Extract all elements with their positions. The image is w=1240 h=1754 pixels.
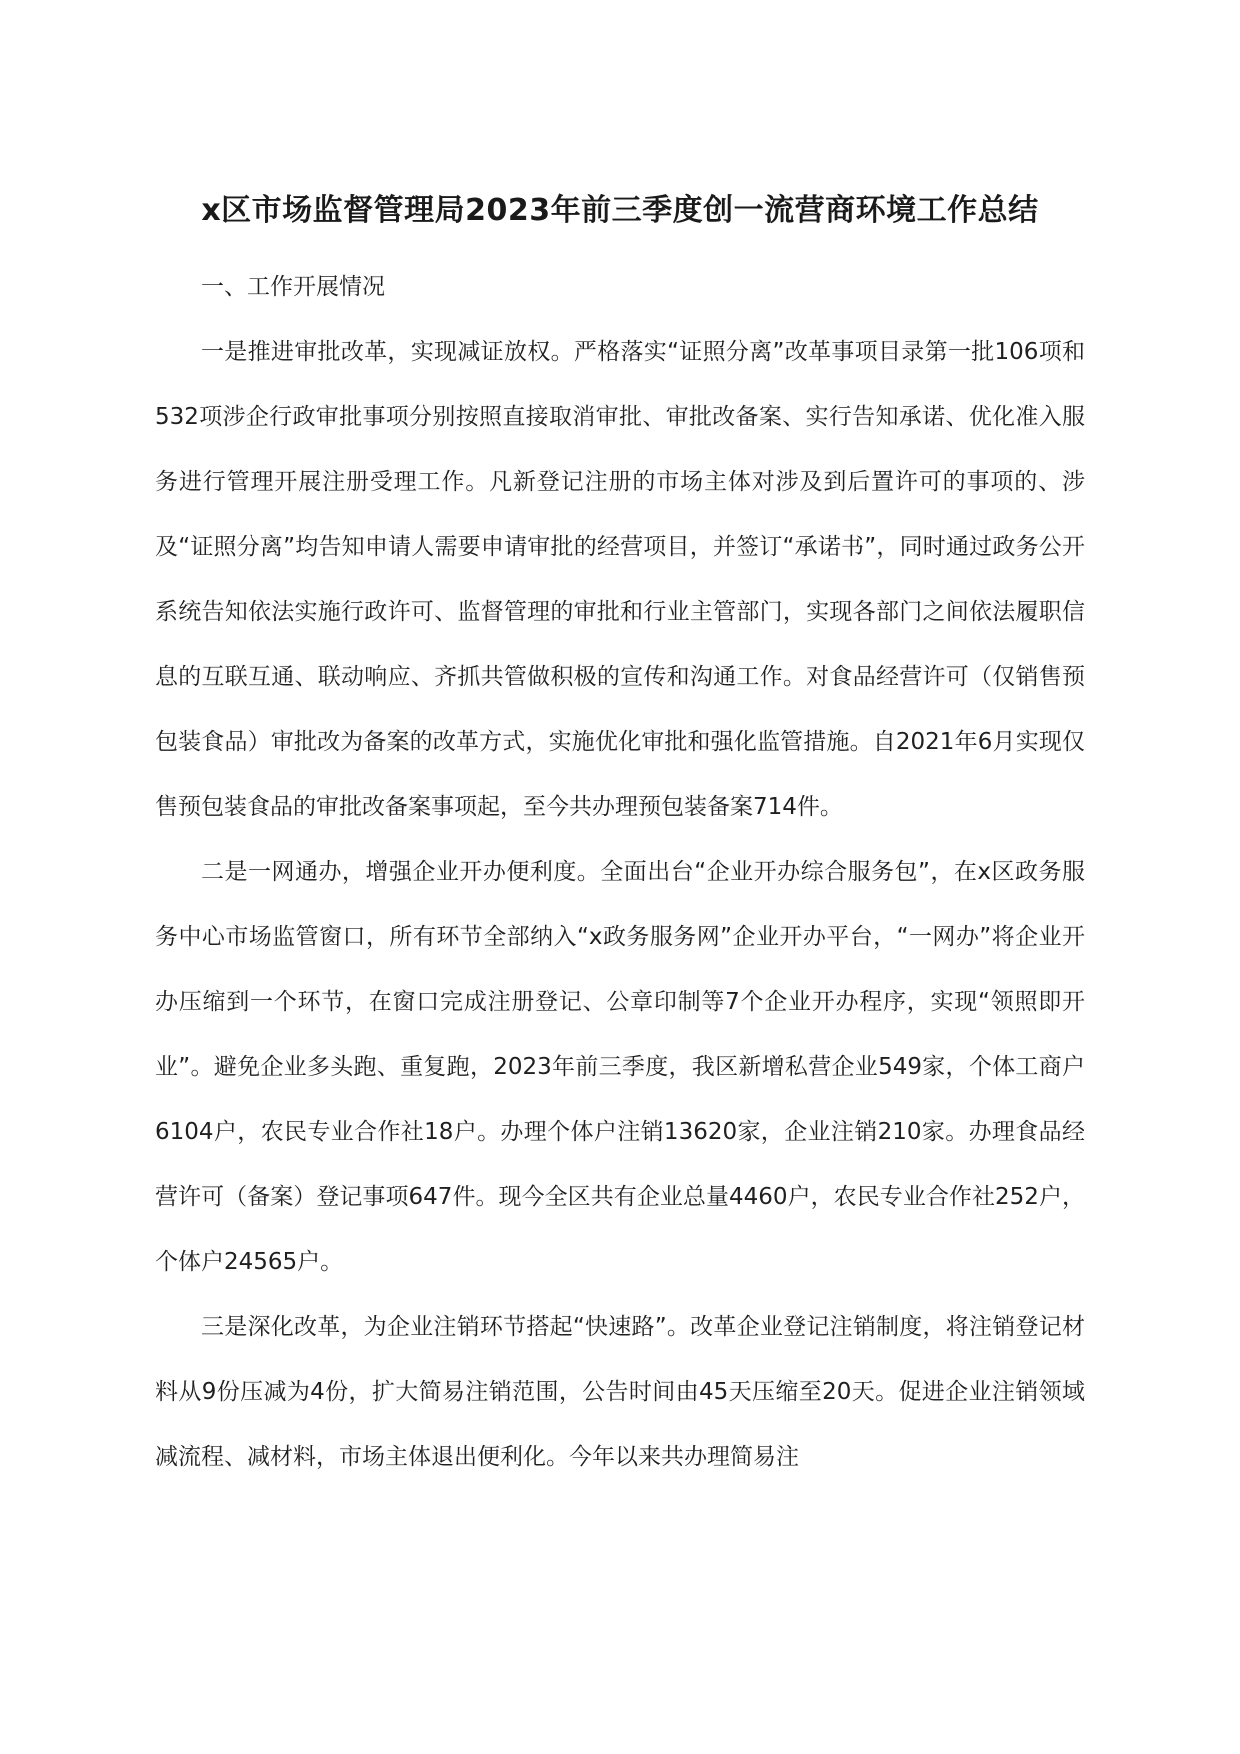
section-heading: 一、工作开展情况 <box>201 274 385 300</box>
paragraph-approval-reform: 一是推进审批改革，实现减证放权。严格落实“证照分离”改革事项目录第一批106项和532项涉企行政审批事项分别按照直接取消审批、审批改备案、实行告知承诺、优化准入服务进行管理开展注册受理工作。凡新登记注册的市场主体对涉及到后置许可的事项的、涉及“证照分离”均告知申请人需要申请审批的经营项目，并签订“承诺书”，同时通过政务公开系统告知依法实施行政许可、监督管理的审批和行业主管部门，实现各部门之间依法履职信息的互联互通、联动响应、齐抓共管做积极的宣传和沟通工作。对食品经营许可（仅销售预包装食品）审批改为备案的改革方式，实施优化审批和强化监管措施。自2021年6月实现仅售预包装食品的审批改备案事项起，至今共办理预包装备案714件。 <box>155 339 1085 820</box>
document-body <box>155 255 1085 1490</box>
document-title: x区市场监督管理局2023年前三季度创一流营商环境工作总结 <box>201 193 1039 228</box>
paragraph-deregistration: 三是深化改革，为企业注销环节搭起“快速路”。改革企业登记注销制度，将注销登记材料从9份压减为4份，扩大简易注销范围，公告时间由45天压缩至20天。促进企业注销领域减流程、减材料，市场主体退出便利化。今年以来共办理简易注 <box>155 1314 1085 1470</box>
paragraph-one-network: 二是一网通办，增强企业开办便利度。全面出台“企业开办综合服务包”，在x区政务服务中心市场监管窗口，所有环节全部纳入“x政务服务网”企业开办平台，“一网办”将企业开办压缩到一个环节，在窗口完成注册登记、公章印制等7个企业开办程序，实现“领照即开业”。避免企业多头跑、重复跑，2023年前三季度，我区新增私营企业549家，个体工商户6104户，农民专业合作社18户。办理个体户注销13620家，企业注销210家。办理食品经营许可（备案）登记事项647件。现今全区共有企业总量4460户，农民专业合作社252户，个体户24565户。 <box>155 859 1085 1275</box>
